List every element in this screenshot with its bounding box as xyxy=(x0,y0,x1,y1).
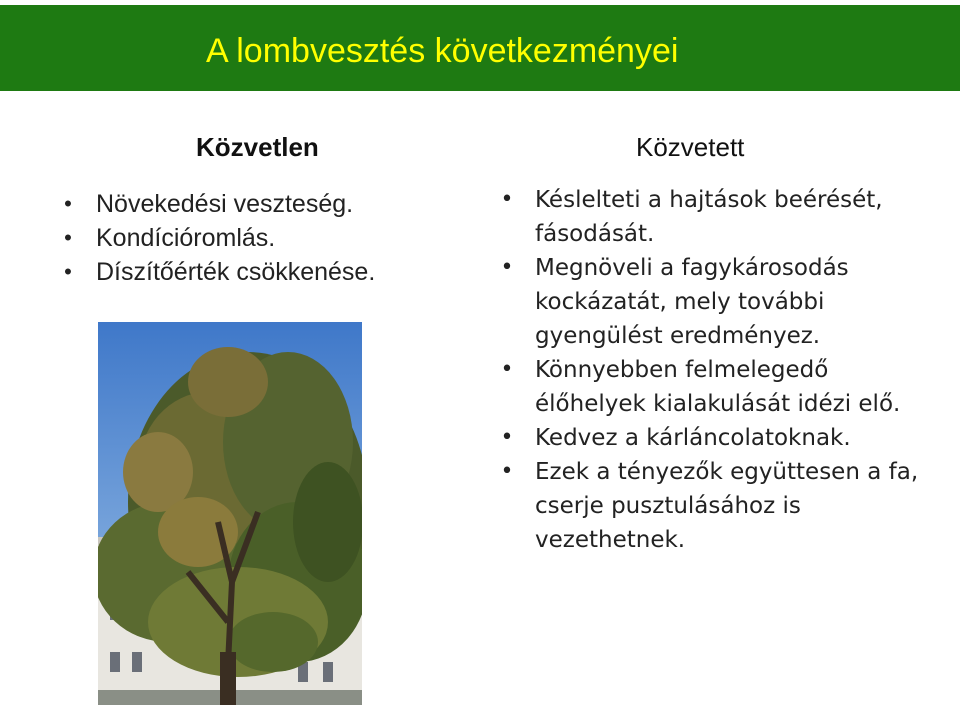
list-item xyxy=(497,421,937,455)
list-item-text: Kondícióromlás. xyxy=(96,224,276,252)
bullet-icon: • xyxy=(500,357,514,382)
list-item-text: Ezek a tényezők együttesen a fa, cserje pusztulásához is vezethetnek. xyxy=(535,459,919,553)
bullet-icon: • xyxy=(64,191,72,216)
right-bullet-list xyxy=(497,183,937,557)
list-item xyxy=(497,455,937,557)
list-item-text: Késlelteti a hajtások beérését, fásodását. xyxy=(535,187,883,247)
left-column-heading: Közvetlen xyxy=(196,132,319,162)
bullet-icon: • xyxy=(500,425,514,450)
bullet-icon: • xyxy=(500,255,514,280)
bullet-icon: • xyxy=(500,459,514,484)
list-item-text: Megnöveli a fagykárosodás kockázatát, mely további gyengülést eredményez. xyxy=(535,255,849,349)
title-bar xyxy=(0,5,960,91)
list-item-text: Könnyebben felmelegedő élőhelyek kialakulását idézi elő. xyxy=(535,357,901,417)
list-item xyxy=(58,255,438,289)
list-item xyxy=(497,183,937,251)
list-item xyxy=(58,221,438,255)
bullet-icon: • xyxy=(64,259,72,284)
list-item-text: Díszítőérték csökkenése. xyxy=(96,258,376,286)
list-item-text: Növekedési veszteség. xyxy=(96,190,354,218)
list-item-text: Kedvez a kárláncolatoknak. xyxy=(535,425,851,451)
bullet-icon: • xyxy=(500,187,514,212)
tree-photo xyxy=(98,322,362,705)
left-bullet-list xyxy=(58,187,438,289)
list-item xyxy=(58,187,438,221)
list-item xyxy=(497,251,937,353)
list-item xyxy=(497,353,937,421)
right-column-heading: Közvetett xyxy=(636,132,745,162)
slide-title: A lombvesztés következményei xyxy=(206,32,679,70)
bullet-icon: • xyxy=(64,225,72,250)
